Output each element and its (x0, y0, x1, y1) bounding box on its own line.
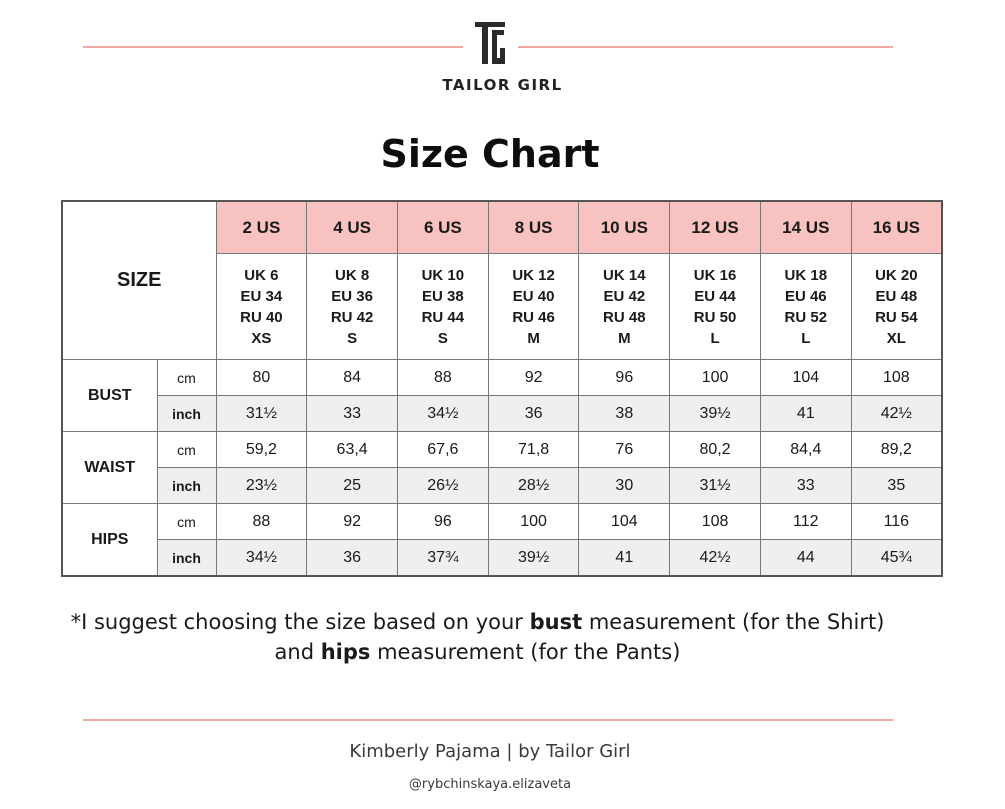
conversion-line: UK 16 (693, 266, 737, 284)
conversion-line: EU 40 (512, 287, 555, 305)
inch-value-cell: 42½ (670, 540, 761, 577)
conversion-line: EU 34 (240, 287, 283, 305)
inch-value-cell: 36 (488, 396, 579, 432)
us-size-row (62, 201, 942, 254)
inch-value-cell: 35 (851, 468, 942, 504)
inch-value-cell: 42½ (851, 396, 942, 432)
cm-value-cell: 104 (579, 504, 670, 540)
conversion-line: L (801, 329, 811, 347)
inch-value-cell: 26½ (397, 468, 488, 504)
inch-value-cell: 23½ (216, 468, 307, 504)
unit-label-inch: inch (157, 396, 216, 432)
us-size-header: 14 US (760, 201, 851, 254)
cm-value-cell: 108 (851, 360, 942, 396)
measurement-row-inch (62, 540, 942, 577)
inch-value-cell: 33 (307, 396, 398, 432)
tg-monogram-icon (472, 20, 508, 66)
header-rule-right (518, 46, 893, 48)
size-conversion-cell (307, 254, 398, 360)
cm-value-cell: 59,2 (216, 432, 307, 468)
inch-value-cell: 33 (760, 468, 851, 504)
size-chart-table (61, 200, 943, 577)
us-size-header: 2 US (216, 201, 307, 254)
conversion-line: EU 42 (603, 287, 646, 305)
unit-label-cm: cm (157, 504, 216, 540)
cm-value-cell: 84 (307, 360, 398, 396)
header-rule-left (83, 46, 463, 48)
unit-label-inch: inch (157, 468, 216, 504)
conversion-line: XS (251, 329, 272, 347)
cm-value-cell: 80,2 (670, 432, 761, 468)
note-text-1: *I suggest choosing the size based on your (70, 610, 530, 634)
cm-value-cell: 89,2 (851, 432, 942, 468)
page-title: Size Chart (380, 132, 600, 176)
conversion-line: RU 46 (512, 308, 555, 326)
conversion-line: RU 44 (421, 308, 465, 326)
inch-value-cell: 39½ (670, 396, 761, 432)
inch-value-cell: 37¾ (397, 540, 488, 577)
size-conversion-cell (851, 254, 942, 360)
inch-value-cell: 41 (579, 540, 670, 577)
conversion-line: RU 48 (603, 308, 646, 326)
conversion-line: UK 20 (875, 266, 918, 284)
conversion-line: EU 36 (331, 287, 373, 305)
inch-value-cell: 34½ (397, 396, 488, 432)
note-text-3: measurement (for the Pants) (370, 640, 681, 664)
inch-value-cell: 45¾ (851, 540, 942, 577)
author-handle: @rybchinskaya.elizaveta (408, 777, 572, 792)
size-conversion-cell (488, 254, 579, 360)
cm-value-cell: 112 (760, 504, 851, 540)
cm-value-cell: 63,4 (307, 432, 398, 468)
measurement-label: BUST (62, 360, 157, 432)
conversion-line: S (437, 329, 448, 347)
conversion-line: RU 52 (784, 308, 828, 326)
inch-value-cell: 34½ (216, 540, 307, 577)
cm-value-cell: 71,8 (488, 432, 579, 468)
size-corner-label: SIZE (62, 201, 216, 360)
cm-value-cell: 108 (670, 504, 761, 540)
cm-value-cell: 88 (216, 504, 307, 540)
conversion-line: UK 14 (603, 266, 646, 284)
inch-value-cell: 41 (760, 396, 851, 432)
measurement-row-cm (62, 504, 942, 540)
measurement-label: HIPS (62, 504, 157, 577)
measurement-row-cm (62, 360, 942, 396)
cm-value-cell: 104 (760, 360, 851, 396)
us-size-header: 10 US (579, 201, 670, 254)
brand-name: TAILOR GIRL (442, 76, 563, 94)
cm-value-cell: 116 (851, 504, 942, 540)
unit-label-inch: inch (157, 540, 216, 577)
us-size-header: 6 US (397, 201, 488, 254)
note-bold-hips: hips (320, 640, 371, 664)
measurement-row-inch (62, 396, 942, 432)
unit-label-cm: cm (157, 432, 216, 468)
conversion-line: UK 8 (335, 266, 370, 284)
size-conversion-cell (216, 254, 307, 360)
conversion-line: EU 46 (784, 287, 827, 305)
conversion-line: RU 42 (330, 308, 374, 326)
size-conversion-cell (760, 254, 851, 360)
inch-value-cell: 31½ (216, 396, 307, 432)
inch-value-cell: 36 (307, 540, 398, 577)
measurement-row-inch (62, 468, 942, 504)
measurement-label: WAIST (62, 432, 157, 504)
conversion-line: M (618, 329, 631, 347)
us-size-header: 8 US (488, 201, 579, 254)
conversion-line: M (527, 329, 540, 347)
us-size-header: 12 US (670, 201, 761, 254)
cm-value-cell: 84,4 (760, 432, 851, 468)
cm-value-cell: 100 (670, 360, 761, 396)
cm-value-cell: 96 (397, 504, 488, 540)
inch-value-cell: 39½ (488, 540, 579, 577)
footer-rule (83, 719, 893, 721)
cm-value-cell: 100 (488, 504, 579, 540)
us-size-header: 4 US (307, 201, 398, 254)
us-size-header: 16 US (851, 201, 942, 254)
conversion-line: UK 18 (784, 266, 828, 284)
note-bold-bust: bust (529, 610, 583, 634)
cm-value-cell: 76 (579, 432, 670, 468)
unit-label-cm: cm (157, 360, 216, 396)
inch-value-cell: 44 (760, 540, 851, 577)
conversion-line: UK 10 (421, 266, 465, 284)
conversion-line: RU 54 (875, 308, 918, 326)
cm-value-cell: 92 (488, 360, 579, 396)
cm-value-cell: 80 (216, 360, 307, 396)
inch-value-cell: 30 (579, 468, 670, 504)
note-text-2: measurement (for the Shirt) and (274, 610, 885, 664)
size-conversion-cell (579, 254, 670, 360)
conversion-line: XL (886, 329, 906, 347)
conversion-line: EU 44 (694, 287, 736, 305)
cm-value-cell: 96 (579, 360, 670, 396)
size-conversion-cell (670, 254, 761, 360)
conversion-line: S (347, 329, 358, 347)
measurement-row-cm (62, 432, 942, 468)
inch-value-cell: 31½ (670, 468, 761, 504)
cm-value-cell: 92 (307, 504, 398, 540)
conversion-line: EU 38 (422, 287, 464, 305)
conversion-line: UK 6 (244, 266, 279, 284)
inch-value-cell: 28½ (488, 468, 579, 504)
footer-title: Kimberly Pajama | by Tailor Girl (349, 741, 631, 762)
sizing-note (60, 607, 895, 667)
conversion-line: RU 40 (240, 308, 283, 326)
conversion-line: UK 12 (512, 266, 555, 284)
inch-value-cell: 38 (579, 396, 670, 432)
size-conversion-cell (397, 254, 488, 360)
cm-value-cell: 88 (397, 360, 488, 396)
inch-value-cell: 25 (307, 468, 398, 504)
conversion-line: L (710, 329, 720, 347)
conversion-line: RU 50 (693, 308, 737, 326)
cm-value-cell: 67,6 (397, 432, 488, 468)
conversion-line: EU 48 (875, 287, 918, 305)
